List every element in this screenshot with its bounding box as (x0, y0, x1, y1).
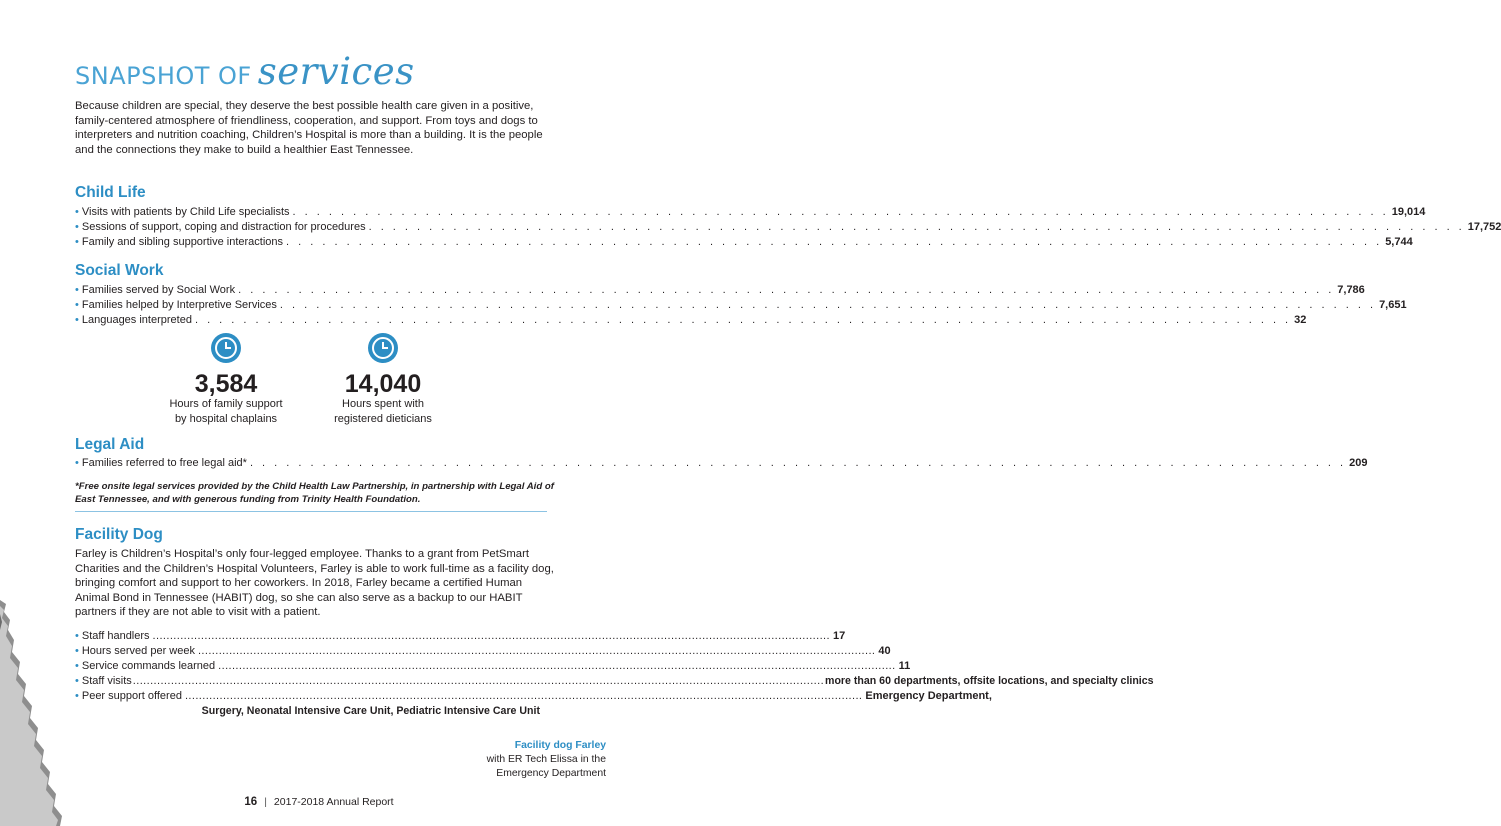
item-label: Service commands learned (81, 660, 216, 672)
dot-leader (218, 659, 895, 674)
list-item (75, 659, 911, 674)
dot-leader (185, 689, 862, 704)
social-work-list (75, 283, 1407, 328)
dot-leader (250, 456, 1346, 471)
item-label: Visits with patients by Child Life specialists (81, 206, 290, 218)
social-work-heading: Social Work (75, 262, 164, 279)
dot-leader (293, 205, 1389, 220)
legal-aid-heading: Legal Aid (75, 436, 145, 453)
stat-number: 14,040 (344, 370, 422, 398)
list-item (75, 205, 1426, 220)
stat-caption (303, 397, 463, 427)
facility-dog-list (75, 629, 1154, 719)
item-label: Staff visits (81, 675, 132, 687)
item-value: 7,786 (1337, 284, 1365, 296)
list-item (75, 313, 1307, 328)
dot-leader (153, 629, 830, 644)
item-label: Staff handlers (81, 630, 150, 642)
item-value: 17,752 (1467, 221, 1501, 233)
page-title (75, 50, 415, 93)
bullet-icon: • (75, 457, 79, 469)
bullet-icon: • (75, 675, 79, 687)
item-value: 5,744 (1385, 236, 1413, 248)
stat-number: 3,584 (194, 370, 258, 398)
item-value: more than 60 departments, offsite locations, and specialty clinics (825, 675, 1154, 687)
stat-caption (146, 397, 306, 427)
bullet-icon: • (75, 690, 79, 702)
list-item (75, 689, 992, 704)
bullet-icon: • (75, 645, 79, 657)
stat-caption-line: Hours of family support (169, 398, 283, 410)
legal-aid-footnote: *Free onsite legal services provided by the Child Health Law Partnership, in partnership with Legal Aid of East Tennessee, and with generous funding from Trinity Health Foundation. (75, 481, 554, 505)
bullet-icon: • (75, 284, 79, 296)
item-value: Emergency Department, (865, 690, 992, 702)
bullet-icon: • (75, 221, 79, 233)
item-value: 17 (832, 630, 846, 642)
item-label: Hours served per week (81, 645, 195, 657)
list-item (75, 456, 1368, 471)
list-item-continued (75, 704, 540, 719)
facility-dog-paragraph: Farley is Children’s Hospital’s only four-legged employee. Thanks to a grant from PetSmart Charities and the Children’s Hospital Volunteers, Farley is able to work full-time as a facility dog, bringing comfort and support to her coworkers. In 2018, Farley became a certified Human Animal Bond in Tennessee (HABIT) dog, so she can also serve as a backup to our HABIT partners if they are not able to visit with a patient. (75, 548, 554, 619)
bullet-icon: • (75, 206, 79, 218)
page-footer (0, 796, 638, 808)
item-label: Languages interpreted (81, 314, 192, 326)
clock-icon (211, 333, 241, 363)
photo-caption (487, 739, 606, 781)
stat-caption-line: by hospital chaplains (174, 413, 278, 425)
item-label: Families referred to free legal aid* (81, 457, 247, 469)
list-item (75, 674, 1154, 689)
item-value: 11 (898, 660, 911, 672)
stat-caption-line: registered dieticians (334, 413, 432, 425)
item-value: 209 (1349, 457, 1368, 469)
list-item (75, 283, 1365, 298)
bullet-icon: • (75, 299, 79, 311)
item-label: Family and sibling supportive interactions (81, 236, 284, 248)
list-item (75, 298, 1407, 313)
item-value: 19,014 (1391, 206, 1426, 218)
bullet-icon: • (75, 630, 79, 642)
dot-leader (369, 220, 1465, 235)
child-life-heading: Child Life (75, 184, 146, 201)
page-number: 16 (244, 796, 258, 808)
bullet-icon: • (75, 314, 79, 326)
item-value: 32 (1294, 314, 1307, 326)
item-label: Families helped by Interpretive Services (81, 299, 277, 311)
dot-leader (198, 644, 875, 659)
facility-dog-heading: Facility Dog (75, 526, 163, 543)
title-script: services (257, 50, 415, 93)
caption-line: with ER Tech Elissa in the (486, 754, 606, 765)
caption-line: Emergency Department (496, 768, 606, 779)
item-value: Surgery, Neonatal Intensive Care Unit, Pediatric Intensive Care Unit (201, 705, 540, 717)
stat-caption-line: Hours spent with (342, 398, 424, 410)
list-item (75, 629, 846, 644)
item-value: 7,651 (1379, 299, 1407, 311)
caption-title: Facility dog Farley (514, 740, 606, 751)
child-life-list (75, 205, 1501, 250)
list-item (75, 235, 1413, 250)
torn-photo-edge (0, 600, 110, 826)
footer-separator: | (264, 796, 267, 808)
bullet-icon: • (75, 236, 79, 248)
item-label: Peer support offered (81, 690, 182, 702)
bullet-icon: • (75, 660, 79, 672)
list-item (75, 220, 1501, 235)
list-item (75, 644, 891, 659)
title-plain: SNAPSHOT OF (75, 62, 252, 90)
legal-aid-list (75, 456, 1368, 471)
divider (75, 511, 547, 512)
dot-leader (238, 283, 1334, 298)
intro-paragraph: Because children are special, they deserve the best possible health care given in a positive, family-centered atmosphere of friendliness, cooperation, and support. From toys and dogs to interpreters and nutrition coaching, Children’s Hospital is more than a building. It is the people and the connections they make to build a healthier East Tennessee. (75, 100, 543, 156)
dot-leader: ..... .... (133, 674, 824, 689)
item-label: Families served by Social Work (81, 284, 236, 296)
item-value: 40 (878, 645, 891, 657)
item-label: Sessions of support, coping and distraction for procedures (81, 221, 366, 233)
clock-icon (368, 333, 398, 363)
report-name: 2017-2018 Annual Report (273, 796, 394, 808)
dot-leader (280, 298, 1376, 313)
dot-leader (195, 313, 1291, 328)
dot-leader (286, 235, 1382, 250)
